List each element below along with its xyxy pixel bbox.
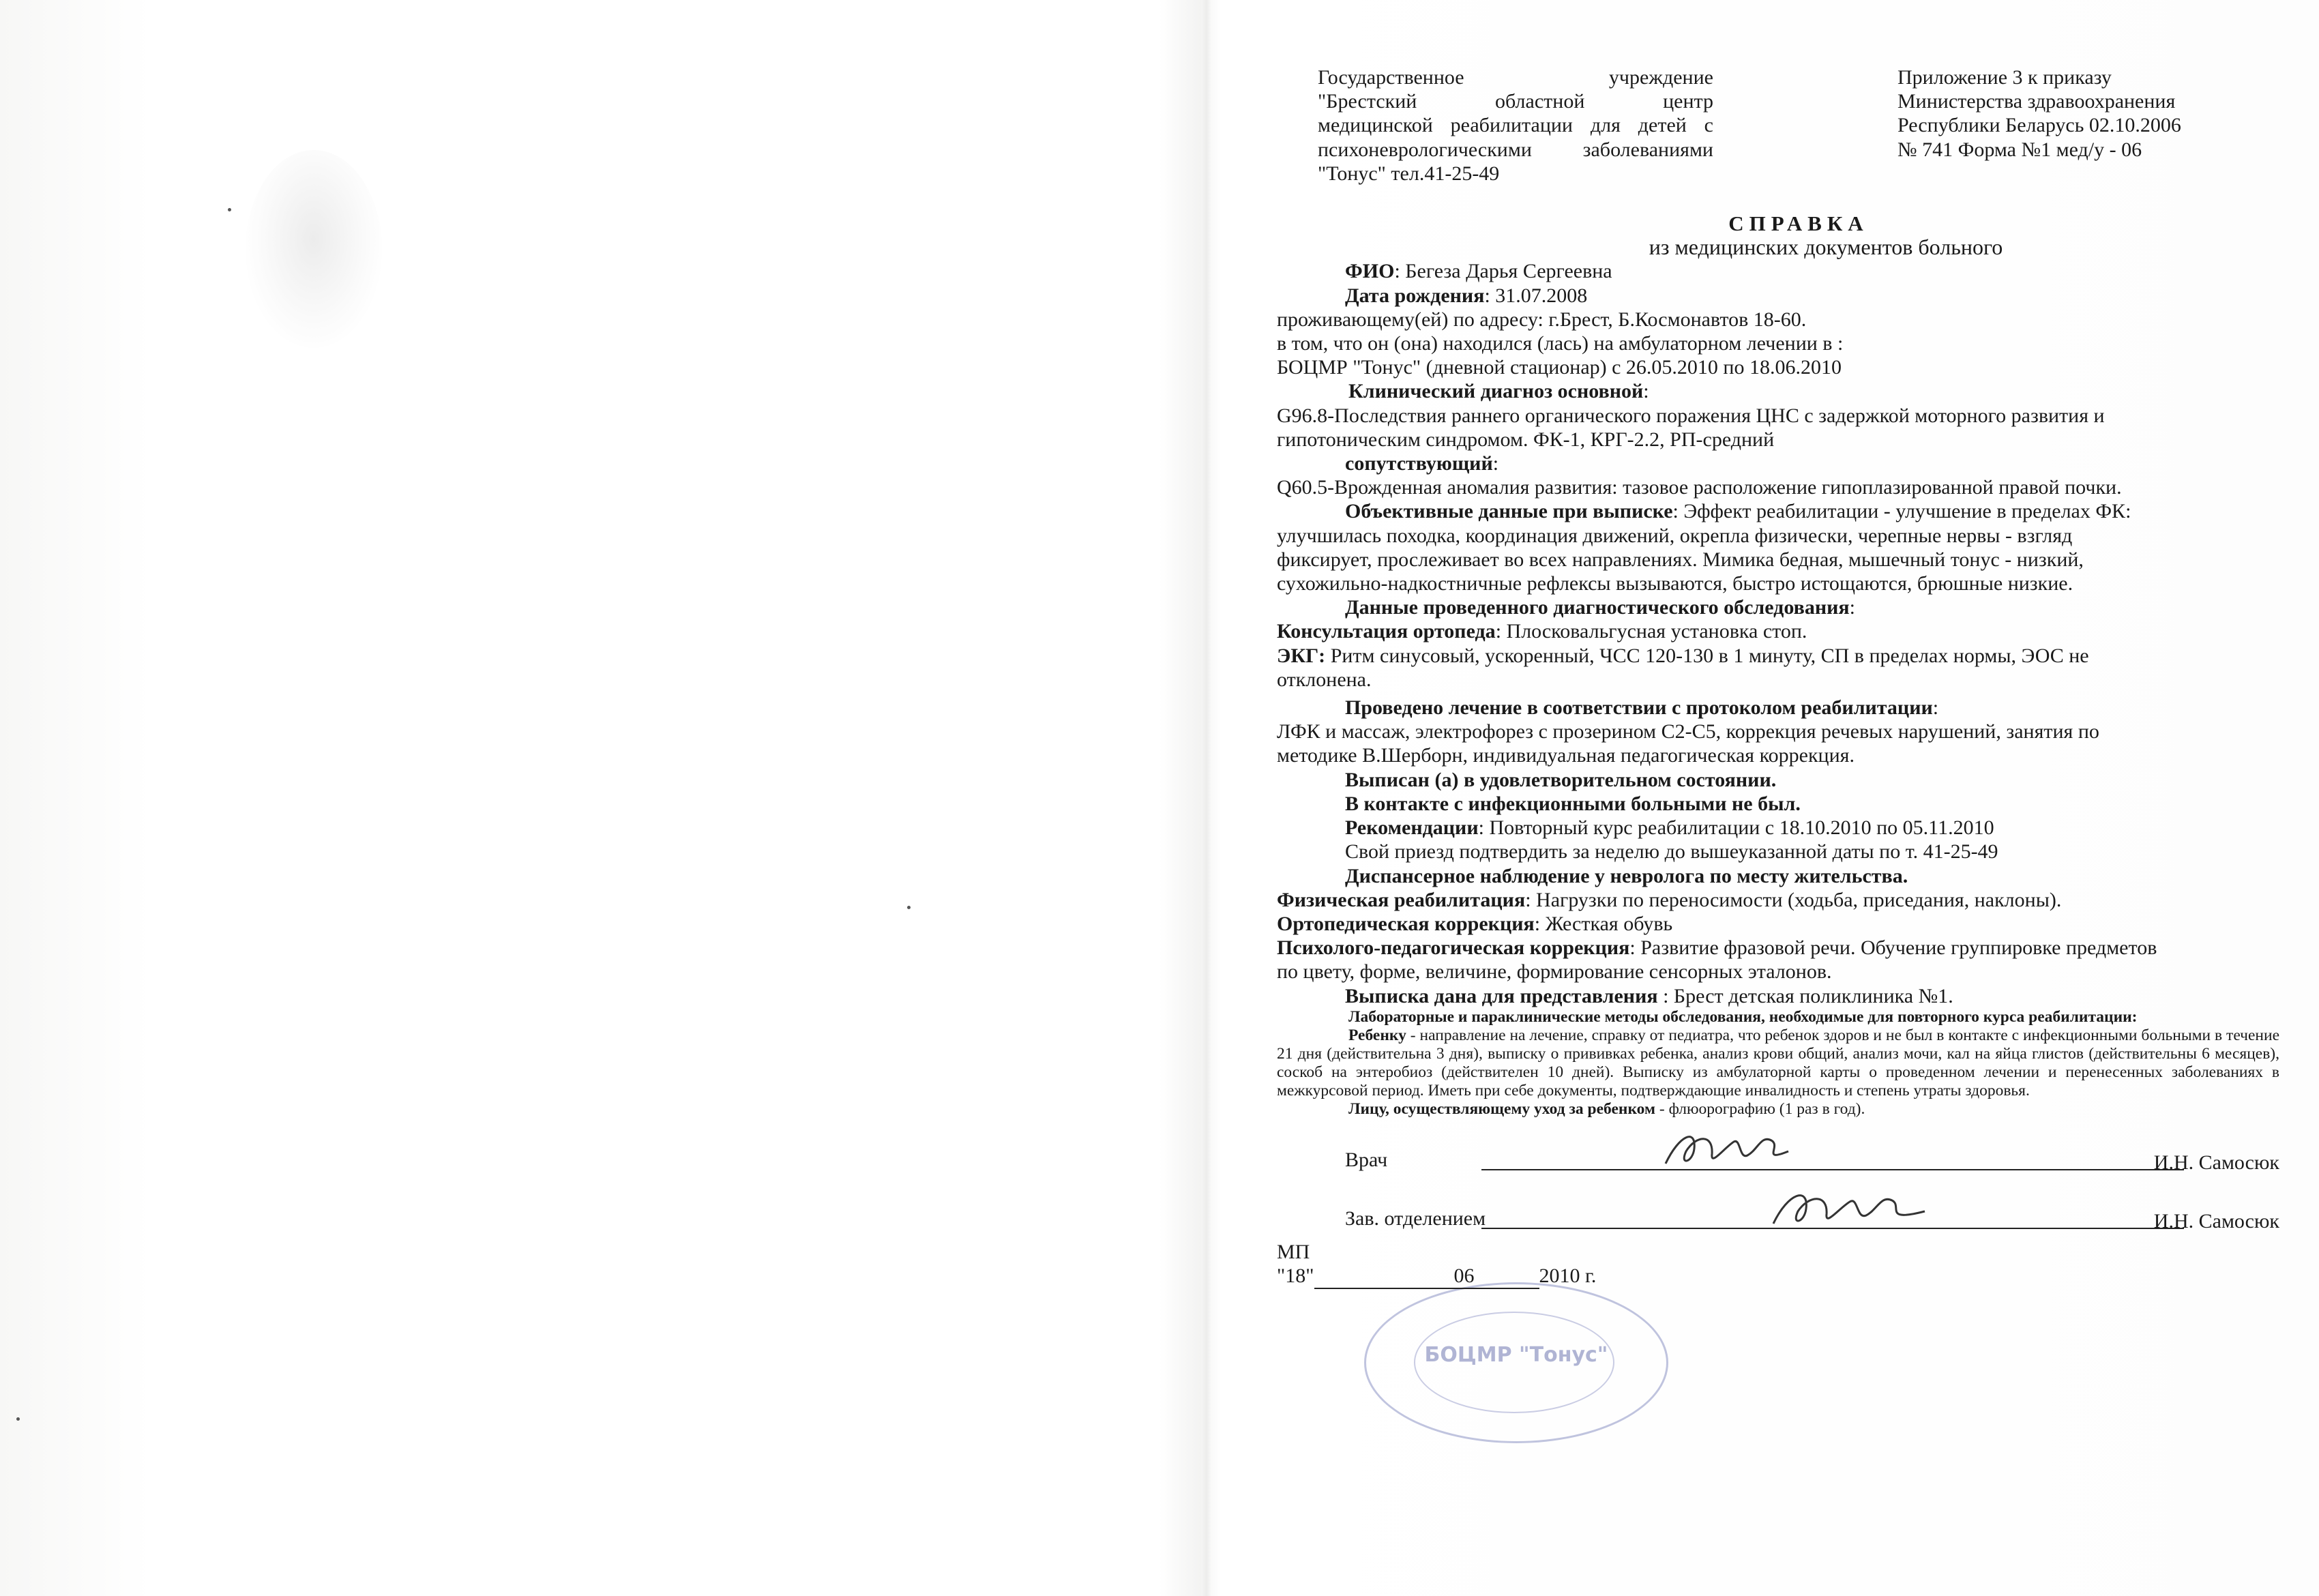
dispensary-note xyxy=(1277,864,2279,888)
organization-block xyxy=(1318,65,1713,186)
dispensary-note-text: Диспансерное наблюдение у невролога по месту жительства. xyxy=(1345,864,1908,887)
address-line: проживающему(ей) по адресу: г.Брест, Б.Космонавтов 18-60. xyxy=(1277,308,1807,331)
date-gap xyxy=(1512,1264,1539,1289)
orthopedic-row: Ортопедическая коррекция: Жесткая обувь xyxy=(1277,912,1673,935)
appendix-line: № 741 Форма №1 мед/у - 06 xyxy=(1897,138,2142,161)
concomitant-text: Q60.5-Врожденная аномалия развития: тазовое расположение гипоплазированной правой почки. xyxy=(1277,476,2122,499)
ecg-label: ЭКГ: xyxy=(1277,644,1326,667)
physical-rehab-label: Физическая реабилитация xyxy=(1277,888,1526,911)
head-signature-row xyxy=(1277,1185,2279,1240)
objective-label: Объективные данные при выписке xyxy=(1345,500,1673,523)
caregiver-row xyxy=(1277,1100,2279,1119)
physical-rehab-value: Нагрузки по переносимости (ходьба, приседания, наклоны). xyxy=(1536,888,2062,911)
appendix-line: Республики Беларусь 02.10.2006 xyxy=(1897,114,2181,137)
doctor-label: Врач xyxy=(1345,1148,1388,1171)
child-label: Ребенку xyxy=(1348,1026,1406,1044)
lab-label: Лабораторные и параклинические методы обследования, необходимые для повторного курса реабилитации xyxy=(1348,1007,2132,1026)
document-header xyxy=(1277,65,2279,186)
diagnostics-heading: Данные проведенного диагностического обследования: xyxy=(1345,596,1855,619)
caregiver-label: Лицу, осуществляющему уход за ребенком xyxy=(1348,1099,1655,1118)
dob-row: Дата рождения: 31.07.2008 xyxy=(1345,284,1588,307)
org-line: Государственное учреждение xyxy=(1318,66,1713,89)
ortho-value: Плосковальгусная установка стоп. xyxy=(1506,620,1807,643)
fio-label: ФИО xyxy=(1345,260,1395,283)
orthopedic-value: Жесткая обувь xyxy=(1545,912,1673,935)
recommendations-value: Повторный курс реабилитации с 18.10.2010 по 05.11.2010 xyxy=(1489,816,1994,840)
infection-contact xyxy=(1277,792,2279,816)
treatment-heading: Проведено лечение в соответствии с протоколом реабилитации: xyxy=(1345,696,1939,720)
certificate-document xyxy=(1277,65,2279,1289)
child-requirements xyxy=(1277,1026,2279,1100)
date-day: "18" xyxy=(1277,1264,1314,1287)
round-stamp xyxy=(1364,1282,1668,1443)
head-name: И.Н. Самосюк xyxy=(2153,1209,2279,1232)
objective-line: Эффект реабилитации - улучшение в пределах ФК: xyxy=(1683,500,2131,523)
org-line: психоневрологическими заболеваниями xyxy=(1318,138,1713,161)
physical-rehab-row: Физическая реабилитация: Нагрузки по переносимости (ходьба, приседания, наклоны). xyxy=(1277,888,2062,911)
scan-smudge xyxy=(246,150,382,348)
treatment-text-line: ЛФК и массаж, электрофорез с прозерином С2-С5, коррекция речевых нарушений, занятия по xyxy=(1277,720,2099,743)
scan-speck xyxy=(16,1417,20,1421)
lab-section xyxy=(1277,1008,2279,1119)
objective-line: улучшилась походка, координация движений, окрепла физически, черепные нервы - взгляд xyxy=(1277,524,2073,547)
orthopedic-label: Ортопедическая коррекция xyxy=(1277,912,1535,935)
objective-line: фиксирует, прослеживает во всех направлениях. Мимика бедная, мышечный тонус - низкий, xyxy=(1277,548,2084,571)
main-diagnosis-heading: Клинический диагноз основной: xyxy=(1348,380,1649,403)
lab-heading: Лабораторные и параклинические методы обследования, необходимые для повторного курса реабилитации: xyxy=(1348,1007,2138,1026)
dob-value: 31.07.2008 xyxy=(1495,284,1588,307)
discharge-state xyxy=(1277,768,2279,792)
psych-label: Психолого-педагогическая коррекция xyxy=(1277,936,1630,960)
org-line: "Тонус" тел.41-25-49 xyxy=(1318,162,1500,185)
appendix-line: Министерства здравоохранения xyxy=(1897,90,2176,113)
appendix-block xyxy=(1884,65,2279,186)
head-signature xyxy=(1768,1180,1932,1235)
scan-speck xyxy=(907,906,911,909)
doctor-name: И.Н. Самосюк xyxy=(2153,1151,2279,1174)
extract-value: : Брест детская поликлиника №1. xyxy=(1663,984,1953,1007)
diagnostics-label: Данные проведенного диагностического обследования xyxy=(1345,596,1850,619)
org-line: медицинской реабилитации для детей с xyxy=(1318,114,1713,137)
fio-row: ФИО: Бегеза Дарья Сергеевна xyxy=(1345,260,1612,283)
child-text: - направление на лечение, справку от педиатра, что ребенок здоров и не был в контакте с инфекционными больными в течение 21 дня (действительна 3 дня), выписку о прививках ребенка, анализ крови общий, анализ мочи, кал на яйца глистов (действительны 6 месяцев), соскоб на энтеробиоз (действителен 10 дней). Выписку из амбулаторной карты о проведенном лечении и перенесенных заболеваниях в межкурсовой период. Иметь при себе документы, подтверждающие инвалидность и степень утраты здоровья. xyxy=(1277,1026,2279,1099)
stamp-text: БОЦМР "Тонус" xyxy=(1424,1343,1608,1367)
extract-label: Выписка дана для представления xyxy=(1345,984,1658,1007)
concomitant-heading: сопутствующий: xyxy=(1345,452,1499,475)
org-line: "Брестский областной центр xyxy=(1318,90,1713,113)
appendix-line: Приложение 3 к приказу xyxy=(1897,66,2112,89)
head-label: Зав. отделением xyxy=(1345,1207,1486,1230)
ecg-line: Ритм синусовый, ускоренный, ЧСС 120-130 в 1 минуту, СП в пределах нормы, ЭОС не xyxy=(1330,644,2089,667)
psych-line: Развитие фразовой речи. Обучение группировке предметов xyxy=(1640,936,2157,960)
treatment-line: в том, что он (она) находился (лась) на амбулаторном лечении в : xyxy=(1277,332,1844,355)
extract-row xyxy=(1277,984,2279,1008)
main-diagnosis-label: Клинический диагноз основной xyxy=(1348,380,1644,403)
main-diagnosis-line: G96.8-Последствия раннего органического поражения ЦНС с задержкой моторного развития и xyxy=(1277,404,2105,427)
dob-label: Дата рождения xyxy=(1345,284,1485,307)
mp-mark: МП xyxy=(1277,1240,1310,1263)
date-year: 2010 г. xyxy=(1539,1264,1597,1287)
objective-line: сухожильно-надкостничные рефлексы вызываются, быстро истощаются, брюшные низкие. xyxy=(1277,572,2073,595)
facility-line: БОЦМР "Тонус" (дневной стационар) с 26.05.2010 по 18.06.2010 xyxy=(1277,356,1842,379)
psych-row: Психолого-педагогическая коррекция: Развитие фразовой речи. Обучение группировке предметов xyxy=(1277,936,2157,960)
doctor-signature-line xyxy=(1481,1169,2184,1170)
ortho-label: Консультация ортопеда xyxy=(1277,620,1496,643)
recommendations-row: Рекомендации: Повторный курс реабилитации с 18.10.2010 по 05.11.2010 xyxy=(1345,816,1994,840)
psych-line: по цвету, форме, величине, формирование сенсорных эталонов. xyxy=(1277,960,1832,984)
ecg-line: отклонена. xyxy=(1277,668,1372,691)
objective-row: Объективные данные при выписке: Эффект реабилитации - улучшение в пределах ФК: xyxy=(1345,500,2131,523)
arrival-confirm: Свой приезд подтвердить за неделю до вышеуказанной даты по т. 41-25-49 xyxy=(1345,840,1998,863)
document-subtitle: из медицинских документов больного xyxy=(1649,235,2003,260)
recommendations-label: Рекомендации xyxy=(1345,816,1479,840)
ecg-row xyxy=(1277,644,2279,668)
scan-speck xyxy=(228,208,231,211)
treatment-text-line: методике В.Шерборн, индивидуальная педагогическая коррекция. xyxy=(1277,744,1855,767)
treatment-label: Проведено лечение в соответствии с протоколом реабилитации xyxy=(1345,696,1933,720)
doctor-signature xyxy=(1659,1121,1795,1176)
concomitant-label: сопутствующий xyxy=(1345,452,1493,475)
infection-contact-text: В контакте с инфекционными больными не был. xyxy=(1345,792,1801,815)
page-fold xyxy=(1202,0,1211,1596)
date-gap xyxy=(1314,1264,1417,1289)
date-month: 06 xyxy=(1417,1264,1512,1289)
document-title: СПРАВКА xyxy=(1728,211,1869,236)
main-diagnosis-line: гипотоническим синдромом. ФК-1, КРГ-2.2, РП-средний xyxy=(1277,428,1775,451)
doctor-signature-row xyxy=(1277,1127,2279,1181)
issue-date xyxy=(1277,1264,2279,1289)
fio-value: Бегеза Дарья Сергеевна xyxy=(1405,260,1612,283)
caregiver-value: - флюорографию (1 раз в год). xyxy=(1659,1099,1865,1118)
discharge-state-text: Выписан (а) в удовлетворительном состоянии. xyxy=(1345,768,1777,791)
ortho-row: Консультация ортопеда: Плосковальгусная установка стоп. xyxy=(1277,620,1807,643)
